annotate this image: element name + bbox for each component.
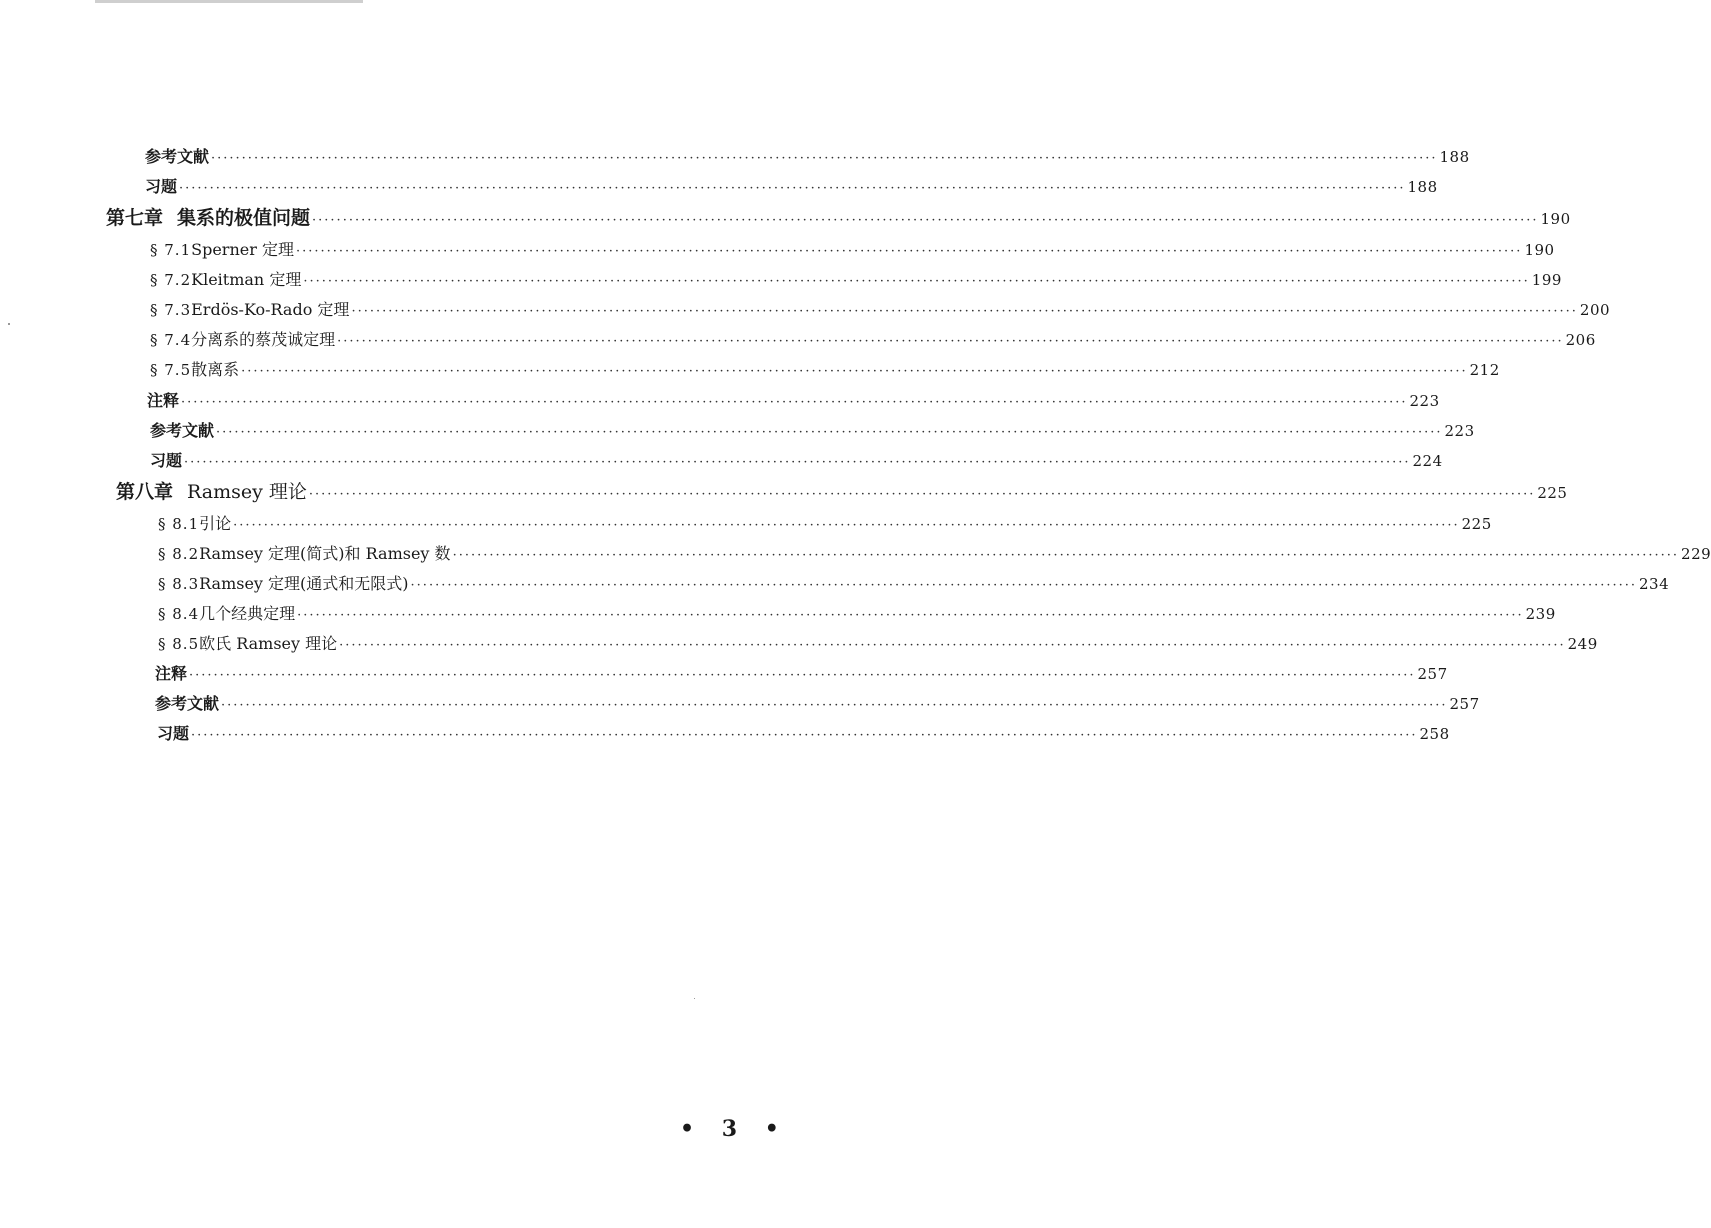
- toc-section-title: 欧氏 Ramsey 理论: [199, 634, 338, 653]
- toc-section-title: Kleitman 定理: [191, 270, 302, 289]
- toc-section[interactable]: [150, 240, 1555, 260]
- toc-section-number: § 8.1: [158, 515, 200, 533]
- toc-entry-title: 注释: [147, 391, 180, 410]
- dot-leader: ········································································································································································································: [295, 244, 1523, 259]
- toc-section-page: 199: [1531, 271, 1562, 289]
- toc-entry-page: 188: [1407, 178, 1438, 196]
- toc-section[interactable]: [158, 514, 1492, 534]
- toc-section-page: 239: [1525, 605, 1556, 623]
- toc-chapter[interactable]: [106, 206, 1571, 230]
- toc-chapter[interactable]: [116, 480, 1568, 504]
- toc-entry-page: 224: [1412, 452, 1443, 470]
- toc-chapter-page: 190: [1540, 210, 1571, 228]
- toc-chapter-title: Ramsey 理论: [187, 481, 307, 503]
- toc-section-page: 206: [1565, 331, 1596, 349]
- toc-chapter-page: 225: [1537, 484, 1568, 502]
- dot-leader: ········································································································································································································: [184, 455, 1411, 470]
- toc-chapter-title: 集系的极值问题: [177, 207, 311, 229]
- toc-section-number: § 7.2: [150, 271, 192, 289]
- toc-entry-title: 习题: [145, 177, 178, 196]
- dot-leader: ········································································································································································································: [312, 213, 1539, 228]
- toc-section-title: Erdös-Ko-Rado 定理: [191, 300, 350, 319]
- toc-section-page: 229: [1681, 545, 1711, 563]
- toc-entry[interactable]: [147, 391, 1440, 411]
- toc-entry[interactable]: [150, 451, 1443, 471]
- toc-entry[interactable]: [145, 177, 1438, 197]
- dot-leader: ········································································································································································································: [179, 181, 1406, 196]
- dot-leader: ········································································································································································································: [233, 518, 1460, 533]
- toc-entry-title: 习题: [157, 724, 190, 743]
- toc-section-page: 225: [1461, 515, 1492, 533]
- toc-entry-page: 188: [1439, 148, 1470, 166]
- toc-section-title: Ramsey 定理(简式)和 Ramsey 数: [199, 544, 451, 563]
- toc-section-number: § 7.1: [150, 241, 192, 259]
- dot-leader: ········································································································································································································: [241, 364, 1468, 379]
- dot-leader: ········································································································································································································: [303, 274, 1530, 289]
- toc-entry-title: 习题: [150, 451, 183, 470]
- toc-entry[interactable]: [155, 694, 1480, 714]
- toc-section-title: 散离系: [191, 360, 240, 379]
- toc-entry-title: 参考文献: [145, 147, 210, 166]
- toc-entry[interactable]: [155, 664, 1448, 684]
- toc-section[interactable]: [150, 330, 1596, 350]
- scan-speck: [8, 323, 10, 325]
- toc-section-number: § 7.5: [150, 361, 192, 379]
- toc-section-title: Sperner 定理: [191, 240, 294, 259]
- dot-leader: ········································································································································································································: [216, 425, 1443, 440]
- toc-section-number: § 8.2: [158, 545, 200, 563]
- dot-leader: ········································································································································································································: [410, 578, 1638, 593]
- toc-entry-title: 参考文献: [155, 694, 220, 713]
- dot-leader: ········································································································································································································: [297, 608, 1524, 623]
- dot-leader: ········································································································································································································: [189, 668, 1416, 683]
- dot-leader: ········································································································································································································: [339, 638, 1566, 653]
- toc-section[interactable]: [150, 360, 1500, 380]
- toc-section-number: § 7.3: [150, 301, 192, 319]
- dot-leader: ········································································································································································································: [351, 304, 1578, 319]
- dot-leader: ········································································································································································································: [191, 728, 1418, 743]
- toc-chapter-label: 第七章: [106, 207, 164, 229]
- toc-section-page: 249: [1567, 635, 1598, 653]
- toc-entry-page: 223: [1444, 422, 1475, 440]
- toc-section-title: 几个经典定理: [199, 604, 296, 623]
- dot-leader: ········································································································································································································: [221, 698, 1448, 713]
- toc-section[interactable]: [150, 300, 1611, 320]
- toc-section-number: § 8.4: [158, 605, 200, 623]
- toc-entry-page: 258: [1419, 725, 1450, 743]
- dot-leader: ········································································································································································································: [211, 151, 1438, 166]
- dot-leader: ········································································································································································································: [181, 395, 1408, 410]
- toc-section-number: § 8.5: [158, 635, 200, 653]
- toc-section[interactable]: [158, 604, 1556, 624]
- page-number: • 3 •: [680, 1116, 789, 1142]
- toc-section-page: 234: [1639, 575, 1670, 593]
- scan-speck: [694, 998, 695, 999]
- toc-section-title: Ramsey 定理(通式和无限式): [199, 574, 409, 593]
- toc-section-page: 212: [1469, 361, 1500, 379]
- toc-section-page: 200: [1579, 301, 1611, 319]
- toc-section-title: 引论: [199, 514, 232, 533]
- dot-leader: ········································································································································································································: [337, 334, 1564, 349]
- dot-leader: ········································································································································································································: [452, 548, 1680, 563]
- toc-section[interactable]: [158, 634, 1598, 654]
- toc-entry-page: 223: [1409, 392, 1440, 410]
- toc-section[interactable]: [150, 270, 1562, 290]
- toc-entry[interactable]: [150, 421, 1475, 441]
- toc-section-number: § 8.3: [158, 575, 200, 593]
- toc-entry-page: 257: [1449, 695, 1480, 713]
- dot-leader: ········································································································································································································: [308, 487, 1536, 502]
- toc-section-page: 190: [1524, 241, 1555, 259]
- toc-entry-page: 257: [1417, 665, 1448, 683]
- toc-section[interactable]: [158, 574, 1670, 594]
- toc-entry[interactable]: [157, 724, 1450, 744]
- toc-entry[interactable]: [145, 147, 1470, 167]
- toc-section[interactable]: [158, 544, 1711, 564]
- toc-entry-title: 注释: [155, 664, 188, 683]
- toc-entry-title: 参考文献: [150, 421, 215, 440]
- toc-section-title: 分离系的蔡茂诚定理: [191, 330, 336, 349]
- toc-chapter-label: 第八章: [116, 481, 174, 503]
- toc-section-number: § 7.4: [150, 331, 192, 349]
